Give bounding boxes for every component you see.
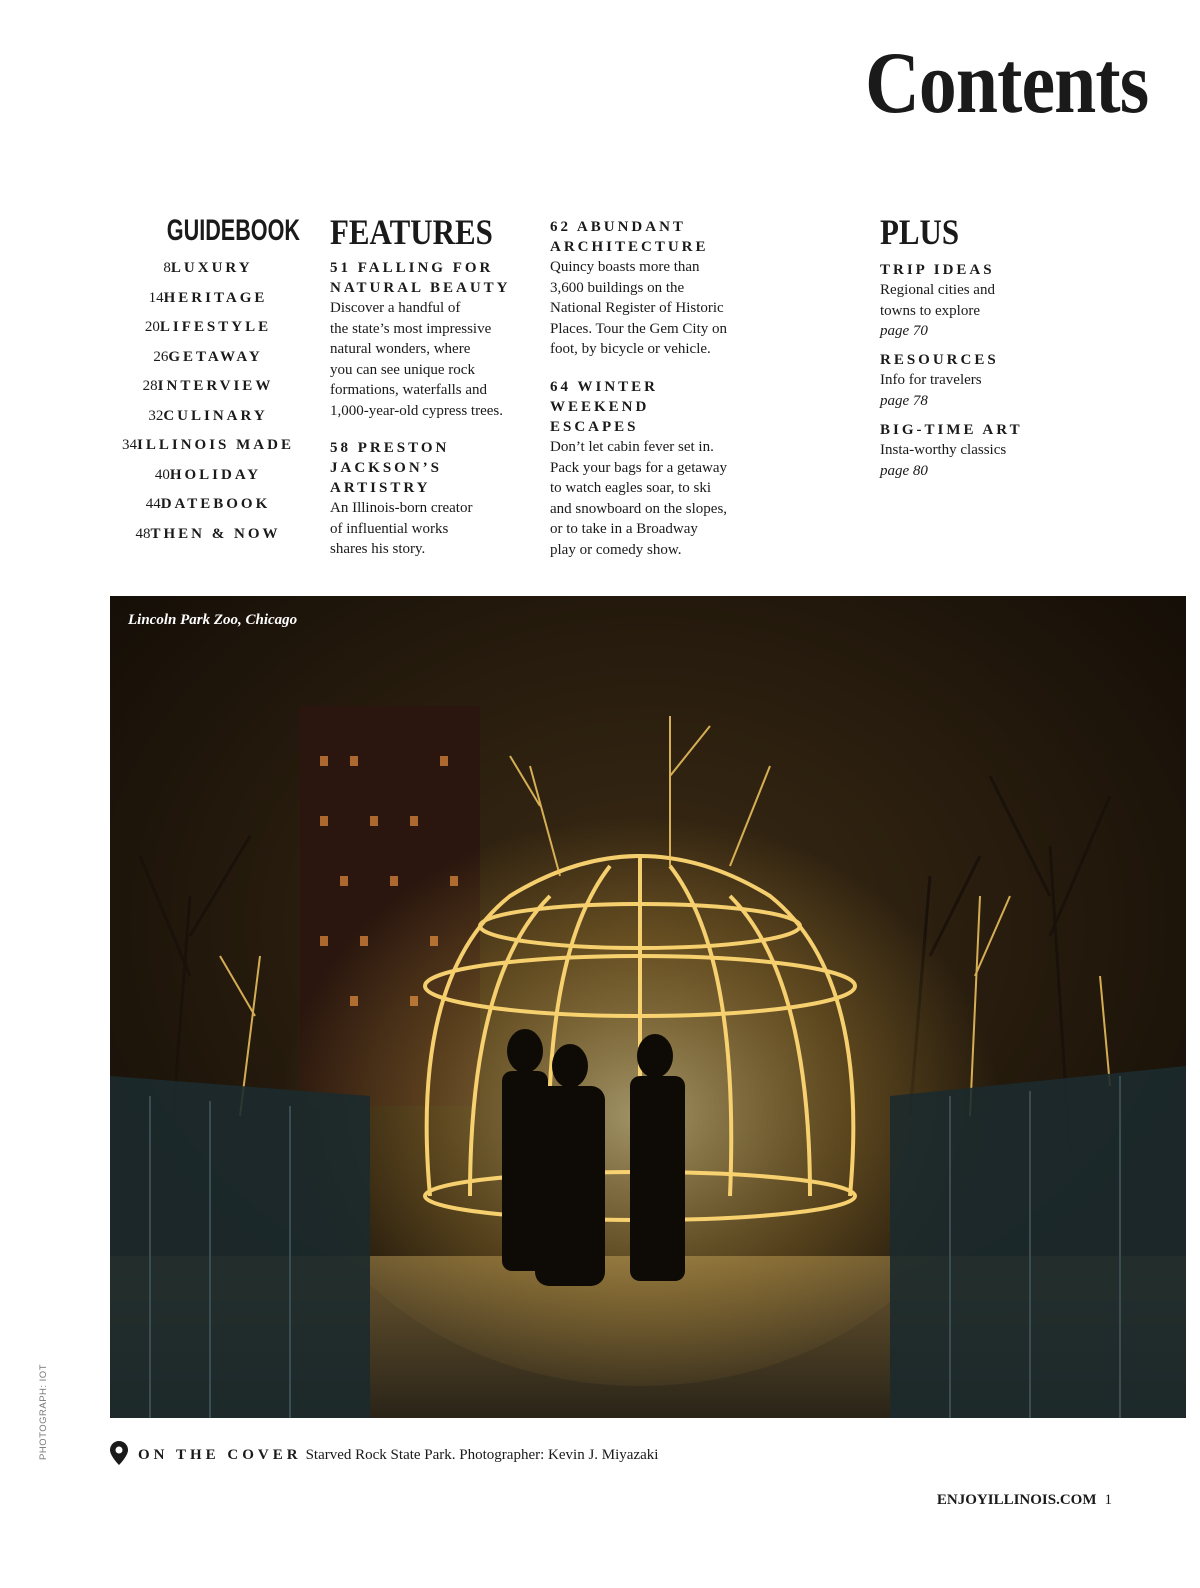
guidebook-item-page: 20 [144, 319, 160, 335]
footer-website[interactable]: ENJOYILLINOIS.COM [936, 1492, 1097, 1508]
guidebook-item-page: 34 [122, 437, 138, 453]
photo-credit: PHOTOGRAPH: IOT [38, 1363, 49, 1460]
guidebook-item-page: 44 [145, 496, 161, 512]
cover-note [110, 1443, 658, 1467]
feature-item[interactable] [550, 377, 770, 560]
plus-item[interactable] [880, 260, 1080, 342]
guidebook-item[interactable] [108, 317, 308, 347]
page-title: Contents [864, 35, 1148, 132]
feature-title: 62 ABUNDANT ARCHITECTURE [550, 219, 709, 255]
feature-title: 58 PRESTON JACKSON’S ARTISTRY [330, 440, 450, 496]
guidebook-item[interactable] [108, 524, 308, 554]
illuminated-globe-scene [110, 596, 1186, 1418]
plus-item-description: Info for travelers [880, 372, 982, 388]
guidebook-item-name: THEN & NOW [150, 525, 281, 542]
guidebook-item-name: CULINARY [163, 407, 268, 424]
plus-item-title: RESOURCES [880, 352, 999, 368]
plus-item-description: Regional cities and towns to explore [880, 282, 995, 319]
feature-title: 64 WINTER WEEKEND ESCAPES [550, 379, 658, 435]
feature-item[interactable] [330, 438, 540, 560]
plus-item[interactable] [880, 420, 1080, 481]
photo-caption: Lincoln Park Zoo, Chicago [128, 612, 298, 628]
features-heading: FEATURES [330, 212, 493, 252]
feature-description: An Illinois-born creator of influential works shares his story. [330, 500, 473, 557]
guidebook-item-name: DATEBOOK [160, 496, 271, 512]
guidebook-item-name: HOLIDAY [169, 466, 262, 483]
feature-description: Quincy boasts more than 3,600 buildings on the National Register of Historic Places. Tour the Gem City on foot, by bicycle or vehicle. [550, 259, 727, 357]
plus-item-page: page 78 [880, 392, 928, 409]
plus-heading: PLUS [880, 212, 960, 252]
guidebook-item-page: 40 [154, 466, 170, 483]
guidebook-item-page: 26 [153, 348, 169, 365]
guidebook-item[interactable] [108, 494, 308, 524]
plus-item-page: page 80 [880, 462, 928, 479]
guidebook-item[interactable] [108, 347, 308, 377]
plus-item-page: page 70 [880, 323, 928, 339]
guidebook-item[interactable] [108, 288, 308, 318]
feature-item[interactable] [550, 217, 770, 360]
guidebook-item[interactable] [108, 258, 308, 288]
guidebook-item-page: 48 [135, 525, 151, 542]
guidebook-item-page: 32 [148, 407, 164, 424]
cover-text: Starved Rock State Park. Photographer: Kevin J. Miyazaki [305, 1446, 659, 1463]
guidebook-item-name: GETAWAY [168, 348, 263, 365]
guidebook-item[interactable] [108, 376, 308, 406]
guidebook-list [108, 258, 308, 553]
feature-photo [110, 596, 1186, 1418]
guidebook-item-name: INTERVIEW [157, 378, 274, 394]
guidebook-item[interactable] [108, 406, 308, 436]
plus-item-title: BIG-TIME ART [880, 422, 1023, 438]
guidebook-item[interactable] [108, 435, 308, 465]
cover-label: ON THE COVER [138, 1446, 302, 1463]
guidebook-item-page: 8 [163, 260, 171, 276]
page-number: 1 [1104, 1492, 1112, 1508]
page-footer [937, 1492, 1112, 1509]
location-pin-icon [110, 1441, 128, 1469]
feature-description: Don’t let cabin fever set in. Pack your bags for a getaway to watch eagles soar, to ski and snowboard on the slopes, or to take in a Broadway play or comedy show. [550, 439, 728, 558]
guidebook-item[interactable] [108, 465, 308, 495]
plus-item-title: TRIP IDEAS [880, 262, 995, 278]
feature-title: 51 FALLING FOR NATURAL BEAUTY [330, 260, 511, 296]
guidebook-item-page: 28 [142, 378, 158, 394]
guidebook-item-page: 14 [148, 289, 164, 306]
plus-item[interactable] [880, 350, 1080, 411]
feature-description: Discover a handful of the state’s most impressive natural wonders, where you can see unique rock formations, waterfalls and 1,000-year-old cypress trees. [330, 300, 503, 419]
guidebook-item-name: LUXURY [170, 260, 253, 276]
plus-item-description: Insta-worthy classics [880, 442, 1007, 458]
guidebook-item-name: ILLINOIS MADE [137, 437, 294, 453]
guidebook-item-name: LIFESTYLE [159, 319, 272, 335]
guidebook-heading: GUIDEBOOK [166, 214, 301, 247]
feature-item[interactable] [330, 258, 540, 421]
guidebook-item-name: HERITAGE [163, 289, 268, 306]
